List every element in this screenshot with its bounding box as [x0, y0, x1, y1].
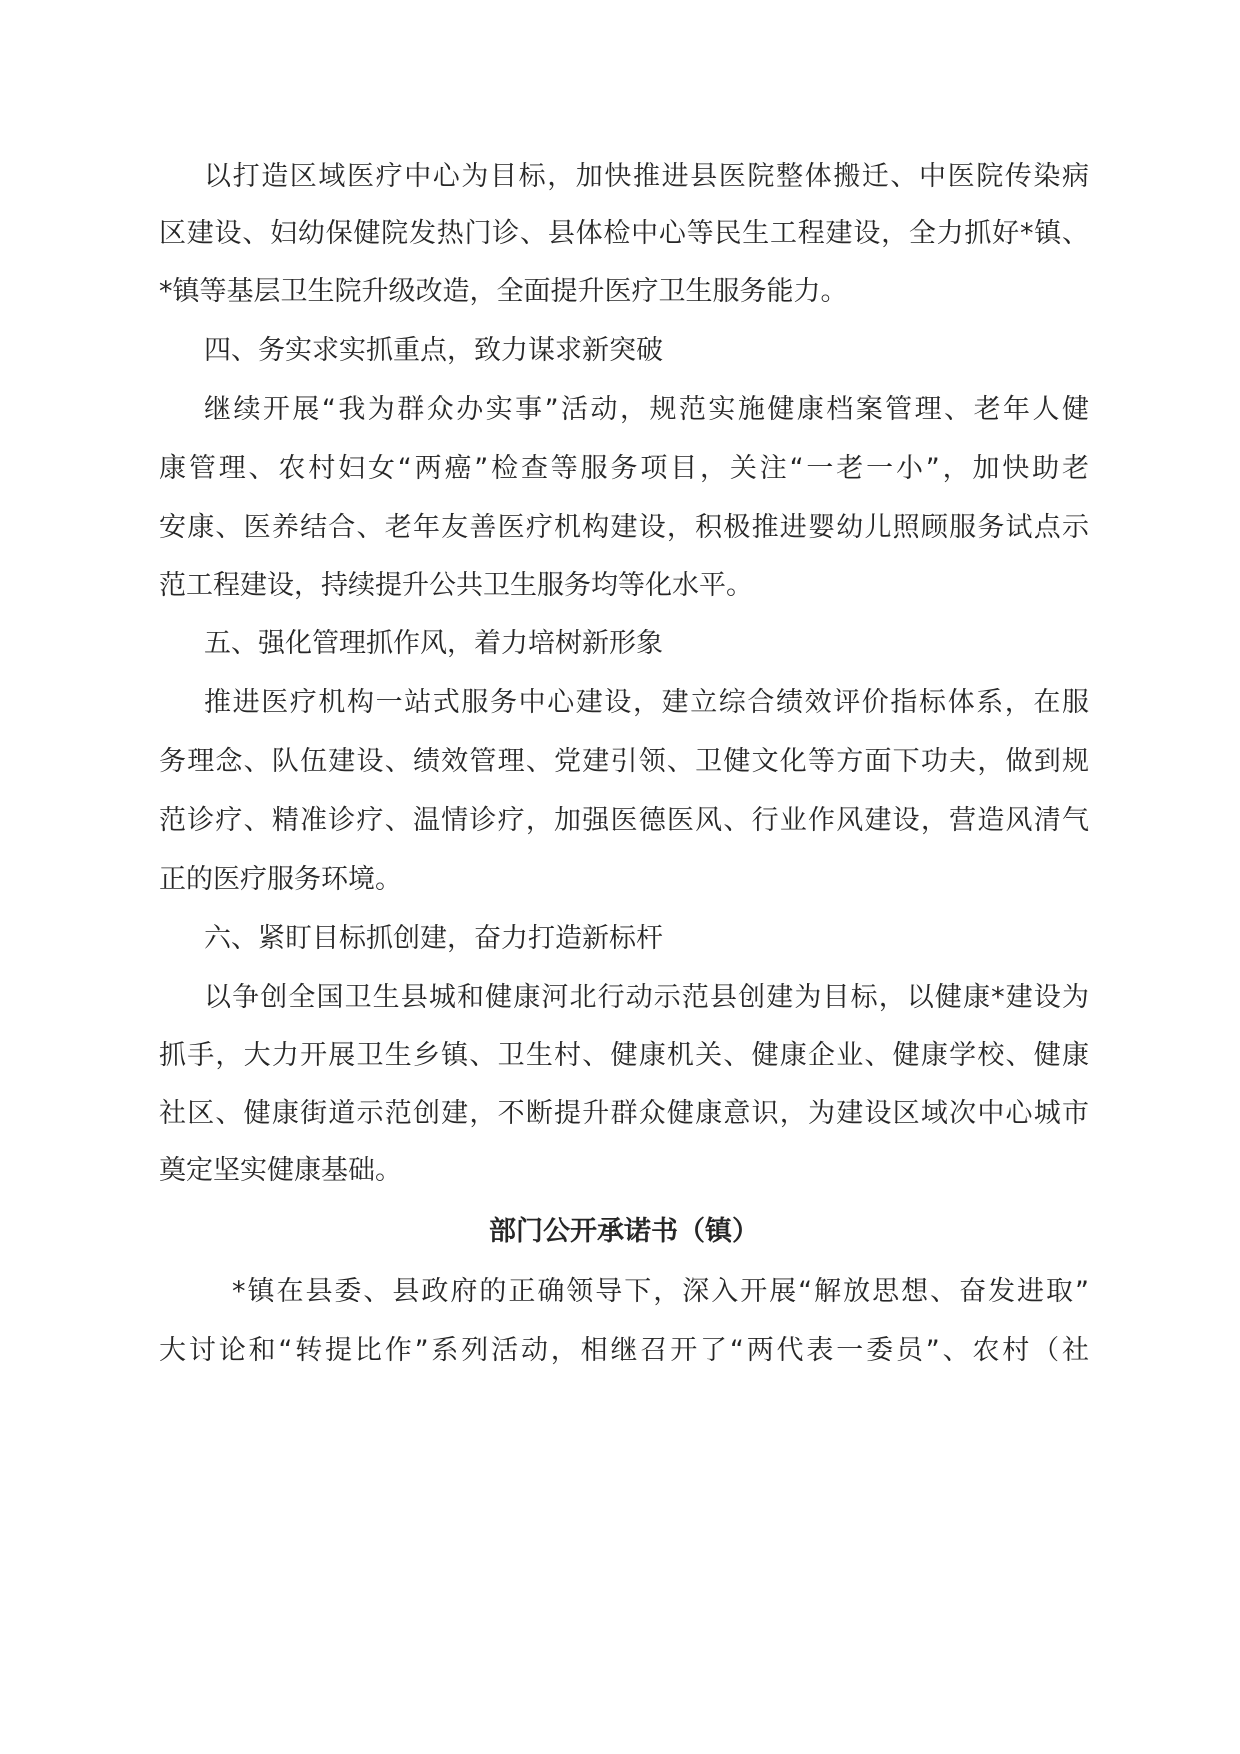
paragraph-line: 推进医疗机构一站式服务中心建设，建立综合绩效评价指标体系，在服 — [204, 687, 1089, 718]
section-heading: 四、务实求实抓重点，致力谋求新突破 — [204, 335, 663, 366]
paragraph-line: 正的医疗服务环境。 — [159, 864, 402, 895]
paragraph-line: 继续开展“我为群众办实事”活动，规范实施健康档案管理、老年人健 — [204, 394, 1089, 425]
paragraph-line: 务理念、队伍建设、绩效管理、党建引领、卫健文化等方面下功夫，做到规 — [159, 746, 1089, 777]
section-heading: 五、强化管理抓作风，着力培树新形象 — [204, 628, 663, 659]
section-heading: 六、紧盯目标抓创建，奋力打造新标杆 — [204, 923, 663, 954]
paragraph-line: 抓手，大力开展卫生乡镇、卫生村、健康机关、健康企业、健康学校、健康 — [159, 1040, 1089, 1071]
section-title: 部门公开承诺书（镇） — [489, 1216, 759, 1247]
paragraph-line: *镇在县委、县政府的正确领导下，深入开展“解放思想、奋发进取” — [232, 1276, 1089, 1307]
paragraph-line: 康管理、农村妇女“两癌”检查等服务项目，关注“一老一小”，加快助老 — [159, 453, 1089, 484]
paragraph-line: 安康、医养结合、老年友善医疗机构建设，积极推进婴幼儿照顾服务试点示 — [159, 512, 1089, 543]
paragraph-line: 奠定坚实健康基础。 — [159, 1155, 402, 1186]
paragraph-line: 社区、健康街道示范创建，不断提升群众健康意识，为建设区域次中心城市 — [159, 1098, 1089, 1129]
paragraph-line: *镇等基层卫生院升级改造，全面提升医疗卫生服务能力。 — [159, 276, 848, 307]
paragraph-line: 以打造区域医疗中心为目标，加快推进县医院整体搬迁、中医院传染病 — [204, 161, 1089, 192]
paragraph-line: 区建设、妇幼保健院发热门诊、县体检中心等民生工程建设，全力抓好*镇、 — [159, 218, 1089, 249]
paragraph-line: 范工程建设，持续提升公共卫生服务均等化水平。 — [159, 570, 753, 601]
paragraph-line: 以争创全国卫生县城和健康河北行动示范县创建为目标，以健康*建设为 — [204, 982, 1089, 1013]
paragraph-line: 大讨论和“转提比作”系列活动，相继召开了“两代表一委员”、农村（社 — [159, 1335, 1089, 1366]
paragraph-line: 范诊疗、精准诊疗、温情诊疗，加强医德医风、行业作风建设，营造风清气 — [159, 805, 1089, 836]
